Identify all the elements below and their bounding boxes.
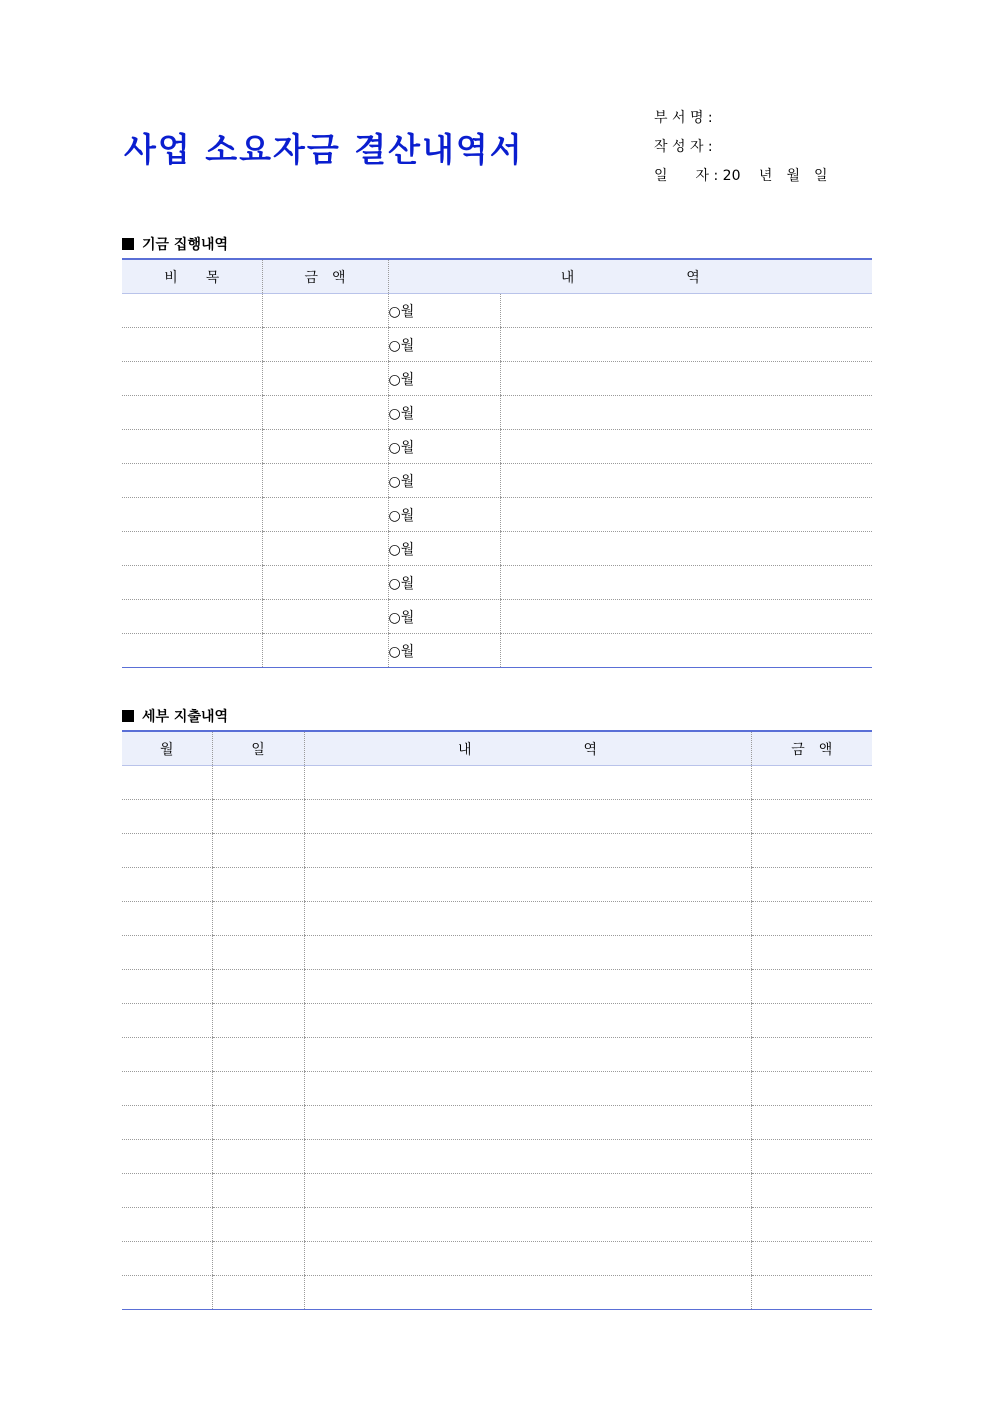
- details-cell[interactable]: [304, 800, 751, 834]
- day-cell[interactable]: [212, 766, 304, 800]
- details-cell[interactable]: [304, 1140, 751, 1174]
- details-cell[interactable]: [500, 362, 872, 396]
- amount-cell[interactable]: [262, 464, 388, 498]
- table-row: [122, 1208, 872, 1242]
- square-bullet-icon: [122, 238, 134, 250]
- amount-cell[interactable]: [262, 498, 388, 532]
- header-item: 비 목: [122, 259, 262, 294]
- day-cell[interactable]: [212, 1242, 304, 1276]
- table-row: [122, 328, 872, 362]
- table-row: [122, 464, 872, 498]
- table-row: [122, 766, 872, 800]
- item-cell[interactable]: [122, 566, 262, 600]
- table-row: [122, 1174, 872, 1208]
- amount-cell[interactable]: [751, 1072, 872, 1106]
- details-cell[interactable]: [500, 532, 872, 566]
- page-title: 사업 소요자금 결산내역서: [124, 130, 524, 169]
- details-cell[interactable]: [500, 566, 872, 600]
- month-cell[interactable]: [122, 1208, 212, 1242]
- table-row: [122, 1004, 872, 1038]
- month-cell: ○월: [388, 600, 500, 634]
- expense-section-title: 세부 지출내역: [142, 709, 229, 725]
- day-cell[interactable]: [212, 1106, 304, 1140]
- fund-section-heading: [122, 234, 228, 254]
- amount-cell[interactable]: [751, 1140, 872, 1174]
- table-row: [122, 1038, 872, 1072]
- day-cell[interactable]: [212, 800, 304, 834]
- item-cell[interactable]: [122, 634, 262, 668]
- details-cell[interactable]: [304, 970, 751, 1004]
- header-amount: 금 액: [262, 259, 388, 294]
- details-cell[interactable]: [500, 464, 872, 498]
- month-cell[interactable]: [122, 970, 212, 1004]
- table-row: [122, 834, 872, 868]
- amount-cell[interactable]: [262, 294, 388, 328]
- table-row: [122, 902, 872, 936]
- month-cell[interactable]: [122, 1072, 212, 1106]
- month-cell: ○월: [388, 396, 500, 430]
- table-row: [122, 936, 872, 970]
- month-cell: ○월: [388, 532, 500, 566]
- day-cell[interactable]: [212, 1072, 304, 1106]
- amount-cell[interactable]: [751, 1174, 872, 1208]
- fund-section-title: 기금 집행내역: [142, 237, 229, 253]
- details-cell[interactable]: [500, 498, 872, 532]
- details-cell[interactable]: [304, 1276, 751, 1310]
- month-cell[interactable]: [122, 1038, 212, 1072]
- details-cell[interactable]: [304, 868, 751, 902]
- header-month: 월: [122, 731, 212, 766]
- month-cell: ○월: [388, 328, 500, 362]
- item-cell[interactable]: [122, 294, 262, 328]
- document-meta: [654, 104, 828, 191]
- item-cell[interactable]: [122, 362, 262, 396]
- header-details: 내 역: [388, 259, 872, 294]
- table-row: [122, 532, 872, 566]
- day-cell[interactable]: [212, 936, 304, 970]
- amount-cell[interactable]: [262, 566, 388, 600]
- amount-cell[interactable]: [751, 868, 872, 902]
- amount-cell[interactable]: [751, 1208, 872, 1242]
- month-cell[interactable]: [122, 936, 212, 970]
- table-row: [122, 634, 872, 668]
- day-cell[interactable]: [212, 1140, 304, 1174]
- details-cell[interactable]: [304, 1174, 751, 1208]
- amount-cell[interactable]: [751, 902, 872, 936]
- details-cell[interactable]: [304, 834, 751, 868]
- amount-cell[interactable]: [262, 600, 388, 634]
- author-field: 작 성 자 :: [654, 139, 713, 155]
- item-cell[interactable]: [122, 430, 262, 464]
- table-row: [122, 396, 872, 430]
- table-row: [122, 800, 872, 834]
- day-cell[interactable]: [212, 902, 304, 936]
- table-row: [122, 1106, 872, 1140]
- amount-cell[interactable]: [262, 328, 388, 362]
- amount-cell[interactable]: [751, 1242, 872, 1276]
- day-cell[interactable]: [212, 1174, 304, 1208]
- table-row: [122, 1276, 872, 1310]
- date-field: 일 자 : 20 년 월 일: [654, 168, 828, 184]
- item-cell[interactable]: [122, 464, 262, 498]
- header-amount: 금 액: [751, 731, 872, 766]
- month-cell: ○월: [388, 498, 500, 532]
- month-cell[interactable]: [122, 800, 212, 834]
- amount-cell[interactable]: [751, 970, 872, 1004]
- amount-cell[interactable]: [262, 362, 388, 396]
- table-row: [122, 970, 872, 1004]
- details-cell[interactable]: [500, 328, 872, 362]
- day-cell[interactable]: [212, 1276, 304, 1310]
- month-cell: ○월: [388, 430, 500, 464]
- details-cell[interactable]: [500, 600, 872, 634]
- month-cell: ○월: [388, 634, 500, 668]
- header-details: 내 역: [304, 731, 751, 766]
- table-row: [122, 294, 872, 328]
- month-cell[interactable]: [122, 1242, 212, 1276]
- details-cell[interactable]: [304, 1106, 751, 1140]
- month-cell[interactable]: [122, 1276, 212, 1310]
- month-cell[interactable]: [122, 902, 212, 936]
- table-row: [122, 1140, 872, 1174]
- month-cell[interactable]: [122, 766, 212, 800]
- expense-table: [122, 730, 872, 1310]
- table-row: [122, 600, 872, 634]
- square-bullet-icon: [122, 710, 134, 722]
- expense-section-heading: [122, 706, 228, 726]
- details-cell[interactable]: [304, 936, 751, 970]
- item-cell[interactable]: [122, 396, 262, 430]
- day-cell[interactable]: [212, 1038, 304, 1072]
- details-cell[interactable]: [304, 1038, 751, 1072]
- day-cell[interactable]: [212, 970, 304, 1004]
- fund-table-header: [122, 259, 872, 294]
- details-cell[interactable]: [304, 1208, 751, 1242]
- details-cell[interactable]: [500, 430, 872, 464]
- table-row: [122, 566, 872, 600]
- item-cell[interactable]: [122, 600, 262, 634]
- department-field: 부 서 명 :: [654, 110, 713, 126]
- table-row: [122, 868, 872, 902]
- day-cell[interactable]: [212, 1004, 304, 1038]
- amount-cell[interactable]: [262, 634, 388, 668]
- month-cell[interactable]: [122, 1174, 212, 1208]
- amount-cell[interactable]: [751, 834, 872, 868]
- month-cell[interactable]: [122, 1140, 212, 1174]
- fund-table: [122, 258, 872, 668]
- month-cell: ○월: [388, 464, 500, 498]
- item-cell[interactable]: [122, 498, 262, 532]
- amount-cell[interactable]: [751, 800, 872, 834]
- amount-cell[interactable]: [262, 396, 388, 430]
- amount-cell[interactable]: [262, 532, 388, 566]
- table-row: [122, 1242, 872, 1276]
- details-cell[interactable]: [304, 1072, 751, 1106]
- amount-cell[interactable]: [751, 766, 872, 800]
- month-cell[interactable]: [122, 1106, 212, 1140]
- amount-cell[interactable]: [751, 1276, 872, 1310]
- amount-cell[interactable]: [751, 1004, 872, 1038]
- details-cell[interactable]: [304, 902, 751, 936]
- item-cell[interactable]: [122, 328, 262, 362]
- day-cell[interactable]: [212, 868, 304, 902]
- month-cell: ○월: [388, 362, 500, 396]
- amount-cell[interactable]: [751, 936, 872, 970]
- day-cell[interactable]: [212, 1208, 304, 1242]
- month-cell: ○월: [388, 294, 500, 328]
- amount-cell[interactable]: [751, 1106, 872, 1140]
- month-cell[interactable]: [122, 1004, 212, 1038]
- table-row: [122, 1072, 872, 1106]
- day-cell[interactable]: [212, 834, 304, 868]
- month-cell: ○월: [388, 566, 500, 600]
- details-cell[interactable]: [304, 766, 751, 800]
- header-day: 일: [212, 731, 304, 766]
- month-cell[interactable]: [122, 834, 212, 868]
- details-cell[interactable]: [304, 1242, 751, 1276]
- details-cell[interactable]: [500, 634, 872, 668]
- expense-table-header: [122, 731, 872, 766]
- month-cell[interactable]: [122, 868, 212, 902]
- amount-cell[interactable]: [751, 1038, 872, 1072]
- details-cell[interactable]: [500, 396, 872, 430]
- table-row: [122, 430, 872, 464]
- item-cell[interactable]: [122, 532, 262, 566]
- table-row: [122, 362, 872, 396]
- details-cell[interactable]: [500, 294, 872, 328]
- table-row: [122, 498, 872, 532]
- amount-cell[interactable]: [262, 430, 388, 464]
- details-cell[interactable]: [304, 1004, 751, 1038]
